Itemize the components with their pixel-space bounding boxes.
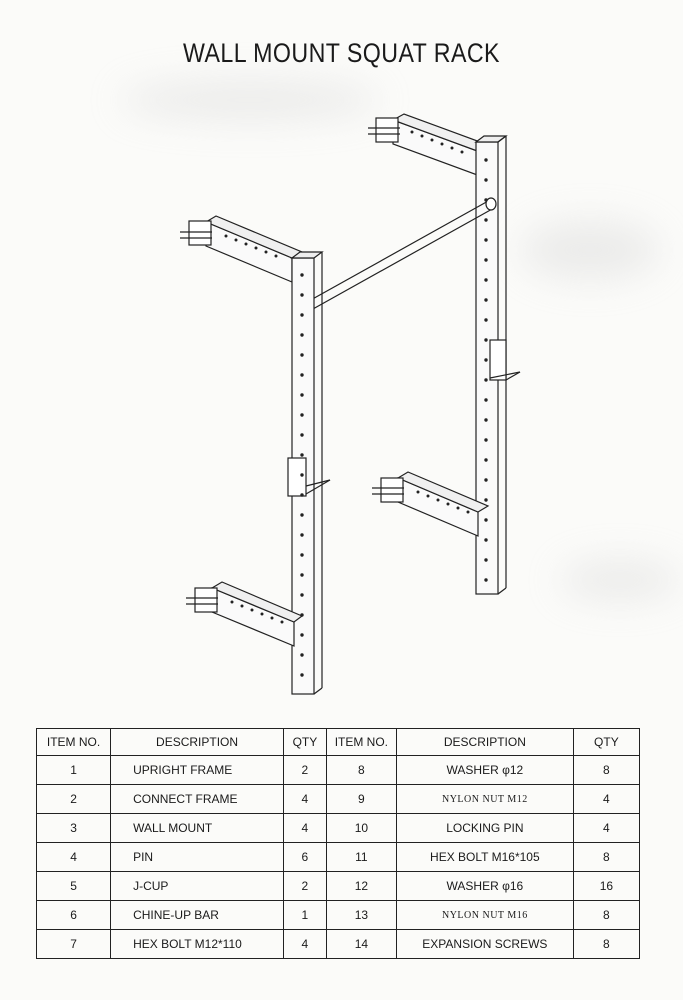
qty-cell: 4 (284, 814, 327, 843)
table-row (37, 756, 640, 785)
description-cell: WASHER φ12 (396, 756, 573, 785)
header-description: DESCRIPTION (111, 729, 284, 756)
item-no-cell: 12 (326, 872, 396, 901)
table-header-row (37, 729, 640, 756)
description-cell (111, 901, 284, 930)
description-cell (111, 785, 284, 814)
table-row (37, 814, 640, 843)
description-text: CONNECT FRAME (133, 792, 238, 806)
chine-up-bar (300, 198, 496, 314)
description-cell: NYLON NUT M12 (396, 785, 573, 814)
header-description: DESCRIPTION (396, 729, 573, 756)
description-cell: NYLON NUT M16 (396, 901, 573, 930)
wall-mount-arm (372, 472, 488, 536)
description-cell: LOCKING PIN (396, 814, 573, 843)
header-qty: QTY (573, 729, 639, 756)
description-text: J-CUP (133, 879, 169, 893)
qty-cell: 2 (284, 872, 327, 901)
item-no-cell: 4 (37, 843, 111, 872)
description-text: HEX BOLT M12*110 (133, 937, 242, 951)
qty-cell: 4 (284, 785, 327, 814)
qty-cell: 8 (573, 843, 639, 872)
wall-mount-arm (186, 582, 302, 646)
header-item-no: ITEM NO. (37, 729, 111, 756)
description-cell (111, 843, 284, 872)
wall-mount-arm (180, 216, 302, 282)
parts-table (36, 728, 640, 959)
item-no-cell: 13 (326, 901, 396, 930)
table-row (37, 901, 640, 930)
qty-cell: 4 (573, 814, 639, 843)
item-no-cell: 2 (37, 785, 111, 814)
description-cell (111, 814, 284, 843)
description-text: PIN (133, 850, 154, 864)
table-row (37, 843, 640, 872)
page-title: WALL MOUNT SQUAT RACK (183, 38, 500, 68)
qty-cell: 8 (573, 901, 639, 930)
item-no-cell: 7 (37, 930, 111, 959)
item-no-cell: 9 (326, 785, 396, 814)
qty-cell: 8 (573, 756, 639, 785)
qty-cell: 6 (284, 843, 327, 872)
qty-cell: 8 (573, 930, 639, 959)
description-cell: WASHER φ16 (396, 872, 573, 901)
qty-cell: 16 (573, 872, 639, 901)
item-no-cell: 10 (326, 814, 396, 843)
item-no-cell: 3 (37, 814, 111, 843)
qty-cell: 1 (284, 901, 327, 930)
table-row (37, 872, 640, 901)
table-row (37, 930, 640, 959)
item-no-cell: 1 (37, 756, 111, 785)
upright-holes (225, 131, 488, 677)
squat-rack-drawing (0, 90, 683, 710)
item-no-cell: 11 (326, 843, 396, 872)
description-cell: EXPANSION SCREWS (396, 930, 573, 959)
item-no-cell: 8 (326, 756, 396, 785)
item-no-cell: 14 (326, 930, 396, 959)
j-cup (490, 340, 520, 380)
wall-mount-arm (368, 114, 491, 176)
qty-cell: 2 (284, 756, 327, 785)
description-cell (111, 756, 284, 785)
item-no-cell: 5 (37, 872, 111, 901)
item-no-cell: 6 (37, 901, 111, 930)
table-row (37, 785, 640, 814)
description-cell (111, 930, 284, 959)
description-text: CHINE-UP BAR (133, 908, 219, 922)
description-cell: HEX BOLT M16*105 (396, 843, 573, 872)
qty-cell: 4 (573, 785, 639, 814)
description-cell (111, 872, 284, 901)
header-qty: QTY (284, 729, 327, 756)
header-item-no: ITEM NO. (326, 729, 396, 756)
description-text: WALL MOUNT (133, 821, 213, 835)
description-text: UPRIGHT FRAME (133, 763, 233, 777)
qty-cell: 4 (284, 930, 327, 959)
